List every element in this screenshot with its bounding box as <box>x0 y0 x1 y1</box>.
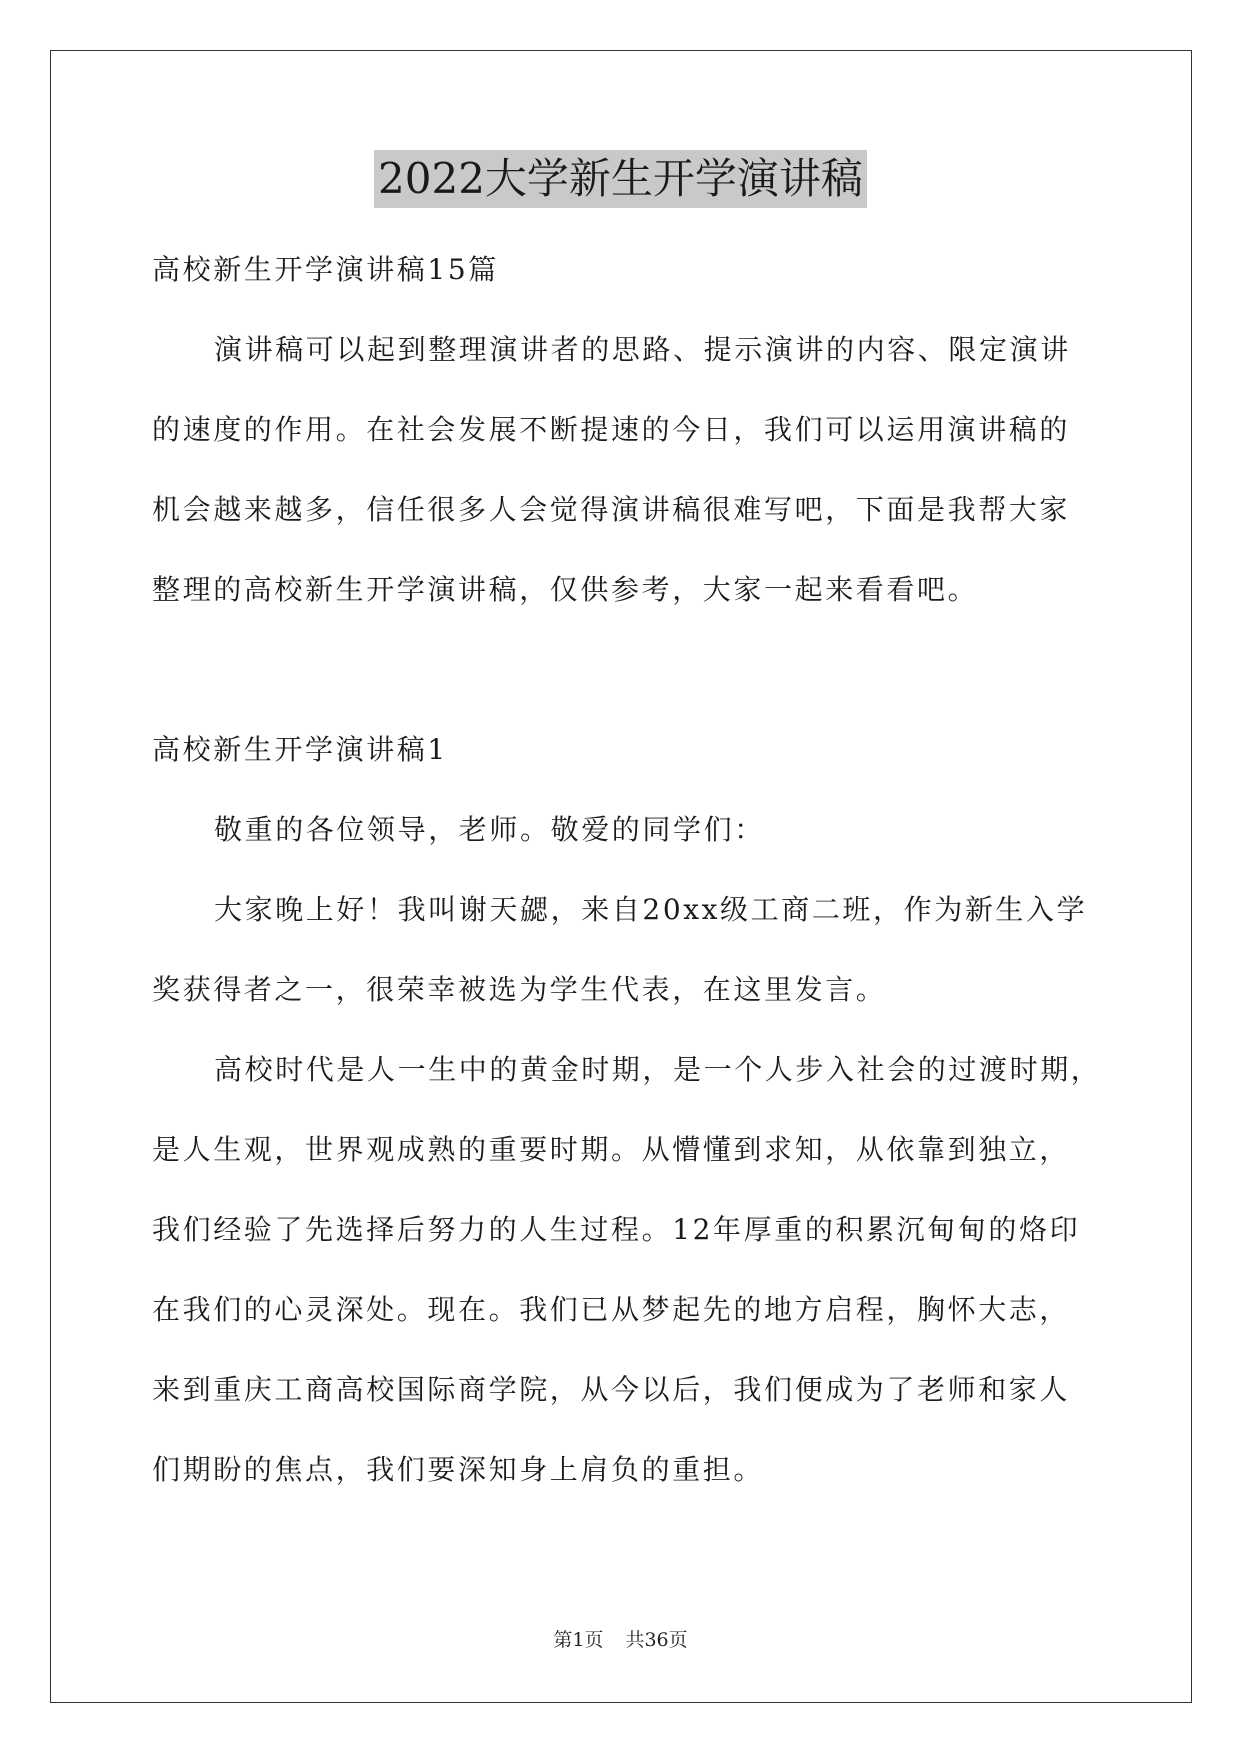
paragraph-line: 大家晚上好！我叫谢天勰，来自20xx级工商二班，作为新生入学 <box>214 893 1088 926</box>
paragraph-gap <box>152 630 1097 710</box>
paragraph-line: 在我们的心灵深处。现在。我们已从梦起先的地方启程，胸怀大志， <box>152 1293 1071 1326</box>
paragraph-line: 我们经验了先选择后努力的人生过程。12年厚重的积累沉甸甸的烙印 <box>152 1213 1081 1246</box>
paragraph-line: 奖获得者之一，很荣幸被选为学生代表，在这里发言。 <box>152 973 887 1006</box>
document-title: 2022大学新生开学演讲稿 <box>374 150 867 208</box>
paragraph-line: 是人生观，世界观成熟的重要时期。从懵懂到求知，从依靠到独立， <box>152 1133 1071 1166</box>
subtitle: 高校新生开学演讲稿15篇 <box>152 253 499 286</box>
paragraph-line: 的速度的作用。在社会发展不断提速的今日，我们可以运用演讲稿的 <box>152 413 1071 446</box>
page-number: 第1页 <box>553 1629 604 1651</box>
salutation: 敬重的各位领导，老师。敬爱的同学们： <box>214 813 765 846</box>
page-total: 共36页 <box>625 1629 688 1651</box>
document-body <box>152 230 1102 1510</box>
paragraph-line: 演讲稿可以起到整理演讲者的思路、提示演讲的内容、限定演讲 <box>214 333 1071 366</box>
paragraph-line: 机会越来越多，信任很多人会觉得演讲稿很难写吧，下面是我帮大家 <box>152 493 1071 526</box>
title-container <box>0 150 1241 208</box>
paragraph-line: 整理的高校新生开学演讲稿，仅供参考，大家一起来看看吧。 <box>152 573 979 606</box>
page-footer <box>0 1625 1241 1652</box>
paragraph-line: 们期盼的焦点，我们要深知身上肩负的重担。 <box>152 1453 765 1486</box>
paragraph-line: 高校时代是人一生中的黄金时期，是一个人步入社会的过渡时期， <box>214 1053 1102 1086</box>
paragraph-line: 来到重庆工商高校国际商学院，从今以后，我们便成为了老师和家人 <box>152 1373 1071 1406</box>
section-heading: 高校新生开学演讲稿1 <box>152 733 448 766</box>
